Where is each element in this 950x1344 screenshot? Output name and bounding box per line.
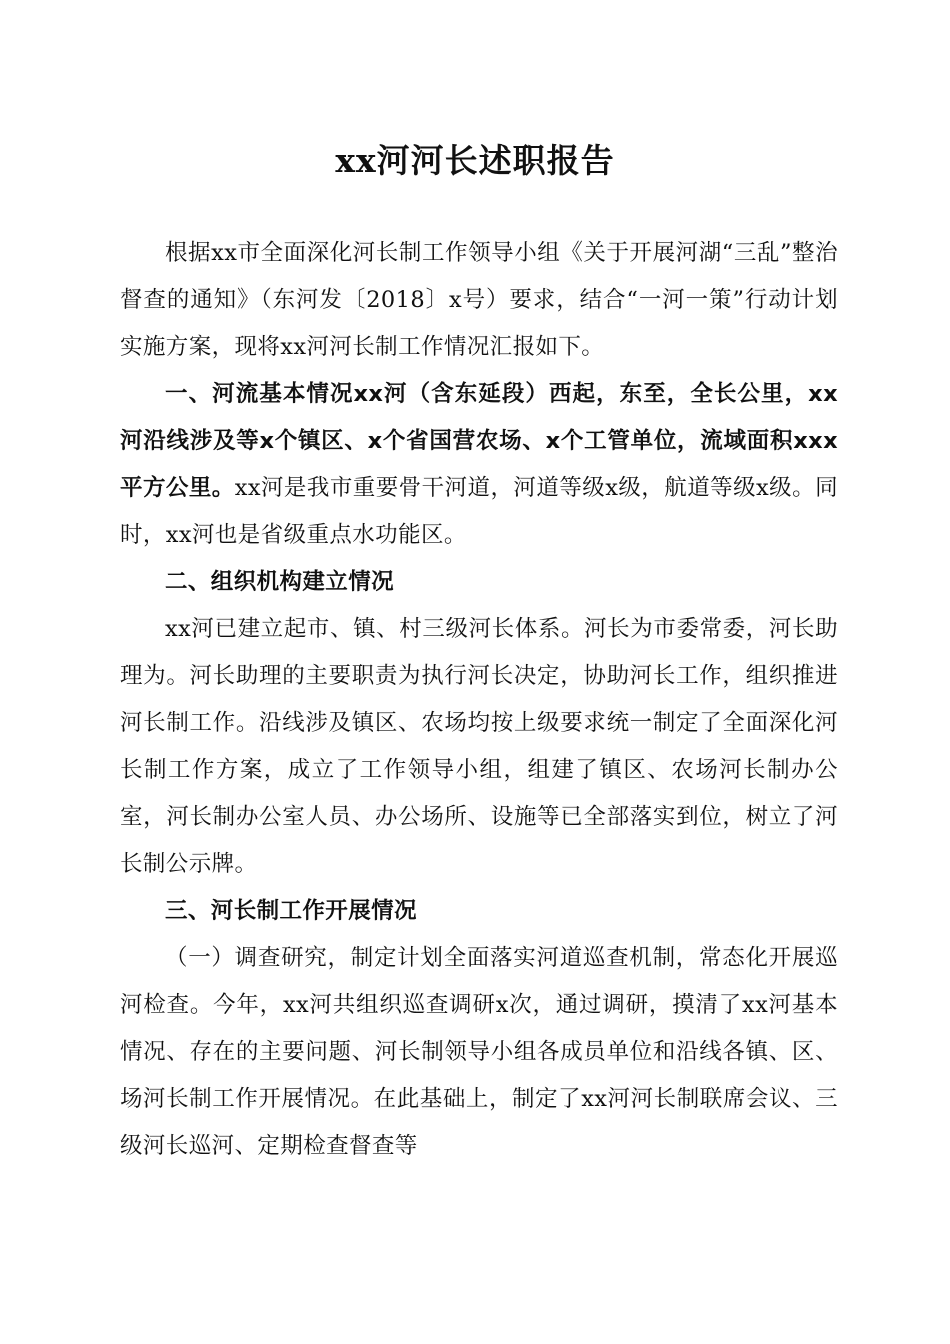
section-1-paragraph (120, 371, 838, 559)
section-3-heading: 三、河长制工作开展情况 (165, 898, 417, 924)
document-body (120, 230, 838, 1170)
section-1-lead: 一、河流基本情况xx河（含东延段）西起，东至，全长公里，xx河沿线涉及等x个镇区、x个省国营农场、x个工管单位，流域面积xxx平方公里。 (120, 381, 838, 501)
document-title: xx河河长述职报告 (335, 141, 615, 180)
section-1-text: xx河是我市重要骨干河道，河道等级x级，航道等级x级。同时，xx河也是省级重点水功能区。 (120, 475, 838, 548)
intro-paragraph: 根据xx市全面深化河长制工作领导小组《关于开展河湖“三乱”整治督查的通知》（东河发〔2018〕x号）要求，结合“一河一策”行动计划实施方案，现将xx河河长制工作情况汇报如下。 (120, 240, 838, 360)
section-2-heading: 二、组织机构建立情况 (165, 569, 395, 595)
section-2-paragraph: xx河已建立起市、镇、村三级河长体系。河长为市委常委，河长助理为。河长助理的主要职责为执行河长决定，协助河长工作，组织推进河长制工作。沿线涉及镇区、农场均按上级要求统一制定了全面深化河长制工作方案，成立了工作领导小组，组建了镇区、农场河长制办公室，河长制办公室人员、办公场所、设施等已全部落实到位，树立了河长制公示牌。 (120, 616, 838, 877)
section-3-paragraph: （一）调查研究，制定计划全面落实河道巡查机制，常态化开展巡河检查。今年，xx河共组织巡查调研x次，通过调研，摸清了xx河基本情况、存在的主要问题、河长制领导小组各成员单位和沿线各镇、区、场河长制工作开展情况。在此基础上，制定了xx河河长制联席会议、三级河长巡河、定期检查督查等 (120, 945, 838, 1159)
